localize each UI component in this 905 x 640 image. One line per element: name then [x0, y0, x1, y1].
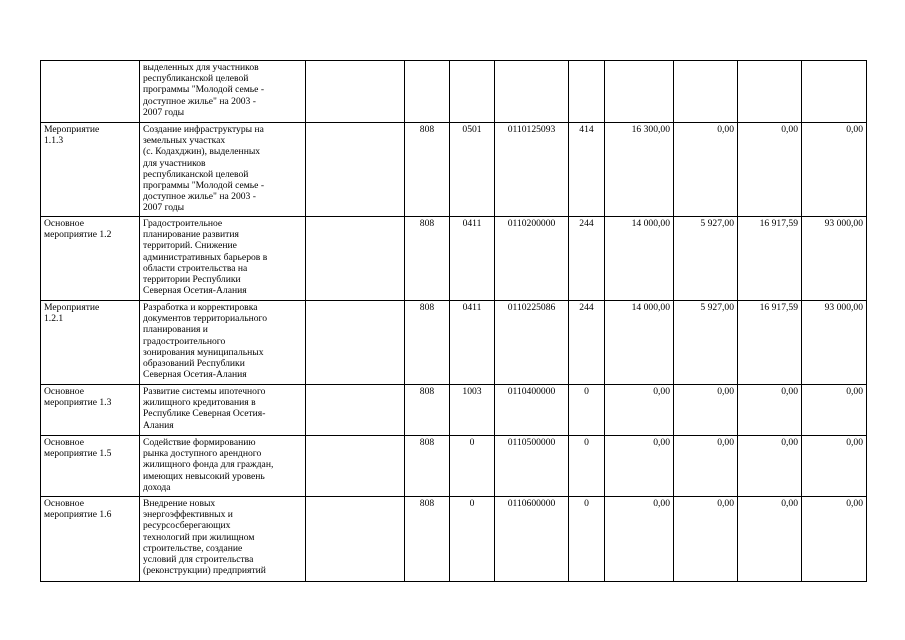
- amount-cell-2: 0,00: [674, 385, 738, 436]
- table-row: [41, 385, 867, 436]
- executor-cell: [306, 385, 405, 436]
- table-row: [41, 497, 867, 582]
- event-name-cell: Основное мероприятие 1.2: [41, 217, 140, 301]
- vr-cell: 244: [569, 217, 605, 301]
- amount-cell-4: 0,00: [802, 123, 867, 217]
- rzpr-cell: 0411: [450, 301, 495, 385]
- amount-cell-2: 0,00: [674, 123, 738, 217]
- event-name-cell: Основное мероприятие 1.5: [41, 436, 140, 497]
- amount-cell-1: 14 000,00: [605, 217, 674, 301]
- rzpr-cell: 0501: [450, 123, 495, 217]
- csr-cell: 0110600000: [495, 497, 569, 582]
- grbs-cell: 808: [405, 123, 450, 217]
- rzpr-cell: 1003: [450, 385, 495, 436]
- amount-cell-3: 16 917,59: [738, 217, 802, 301]
- table-row: [41, 217, 867, 301]
- amount-cell-4: 0,00: [802, 385, 867, 436]
- event-description-cell: Внедрение новых энергоэффективных и ресурсосберегающих технологий при жилищном строительстве, создание условий для строительства (реконструкции) предприятий: [140, 497, 306, 582]
- event-name-cell: [41, 61, 140, 123]
- amount-cell-4: 93 000,00: [802, 217, 867, 301]
- rzpr-cell: 0: [450, 497, 495, 582]
- csr-cell: 0110125093: [495, 123, 569, 217]
- event-name-cell: Мероприятие 1.2.1: [41, 301, 140, 385]
- amount-cell-3: 0,00: [738, 497, 802, 582]
- event-description-cell: Создание инфраструктуры на земельных участках (с. Кодахджин), выделенных для участников республиканской целевой программы "Молодой семье - доступное жилье" на 2003 - 2007 годы: [140, 123, 306, 217]
- amount-cell-1: 0,00: [605, 385, 674, 436]
- vr-cell: 0: [569, 385, 605, 436]
- amount-cell-2: 5 927,00: [674, 217, 738, 301]
- table-row: [41, 436, 867, 497]
- executor-cell: [306, 61, 405, 123]
- grbs-cell: 808: [405, 301, 450, 385]
- amount-cell-1: [605, 61, 674, 123]
- amount-cell-4: 93 000,00: [802, 301, 867, 385]
- csr-cell: 0110500000: [495, 436, 569, 497]
- amount-cell-4: 0,00: [802, 497, 867, 582]
- amount-cell-3: 16 917,59: [738, 301, 802, 385]
- rzpr-cell: [450, 61, 495, 123]
- amount-cell-1: 0,00: [605, 497, 674, 582]
- event-description-cell: Развитие системы ипотечного жилищного кредитования в Республике Северная Осетия- Алания: [140, 385, 306, 436]
- amount-cell-3: 0,00: [738, 436, 802, 497]
- event-name-cell: Мероприятие 1.1.3: [41, 123, 140, 217]
- executor-cell: [306, 217, 405, 301]
- vr-cell: 0: [569, 436, 605, 497]
- vr-cell: [569, 61, 605, 123]
- amount-cell-2: [674, 61, 738, 123]
- amount-cell-3: 0,00: [738, 385, 802, 436]
- table-row: [41, 123, 867, 217]
- amount-cell-3: 0,00: [738, 123, 802, 217]
- event-description-cell: Содействие формированию рынка доступного арендного жилищного фонда для граждан, имеющих невысокий уровень дохода: [140, 436, 306, 497]
- amount-cell-1: 14 000,00: [605, 301, 674, 385]
- csr-cell: 0110400000: [495, 385, 569, 436]
- amount-cell-1: 16 300,00: [605, 123, 674, 217]
- rzpr-cell: 0: [450, 436, 495, 497]
- event-description-cell: Разработка и корректировка документов территориального планирования и градостроительного зонирования муниципальных образований Республики Северная Осетия-Алания: [140, 301, 306, 385]
- table-row: [41, 301, 867, 385]
- amount-cell-2: 0,00: [674, 436, 738, 497]
- csr-cell: 0110225086: [495, 301, 569, 385]
- program-table: [40, 60, 867, 582]
- rzpr-cell: 0411: [450, 217, 495, 301]
- vr-cell: 244: [569, 301, 605, 385]
- amount-cell-3: [738, 61, 802, 123]
- csr-cell: 0110200000: [495, 217, 569, 301]
- grbs-cell: [405, 61, 450, 123]
- vr-cell: 0: [569, 497, 605, 582]
- amount-cell-4: [802, 61, 867, 123]
- event-description-cell: Градостроительное планирование развития территорий. Снижение административных барьеров в области строительства на территории Республики Северная Осетия-Алания: [140, 217, 306, 301]
- vr-cell: 414: [569, 123, 605, 217]
- amount-cell-2: 0,00: [674, 497, 738, 582]
- grbs-cell: 808: [405, 497, 450, 582]
- executor-cell: [306, 123, 405, 217]
- grbs-cell: 808: [405, 385, 450, 436]
- amount-cell-2: 5 927,00: [674, 301, 738, 385]
- amount-cell-1: 0,00: [605, 436, 674, 497]
- grbs-cell: 808: [405, 217, 450, 301]
- amount-cell-4: 0,00: [802, 436, 867, 497]
- table-row: [41, 61, 867, 123]
- event-name-cell: Основное мероприятие 1.6: [41, 497, 140, 582]
- executor-cell: [306, 436, 405, 497]
- executor-cell: [306, 301, 405, 385]
- grbs-cell: 808: [405, 436, 450, 497]
- executor-cell: [306, 497, 405, 582]
- event-description-cell: выделенных для участников республиканской целевой программы "Молодой семье - доступное жилье" на 2003 - 2007 годы: [140, 61, 306, 123]
- csr-cell: [495, 61, 569, 123]
- event-name-cell: Основное мероприятие 1.3: [41, 385, 140, 436]
